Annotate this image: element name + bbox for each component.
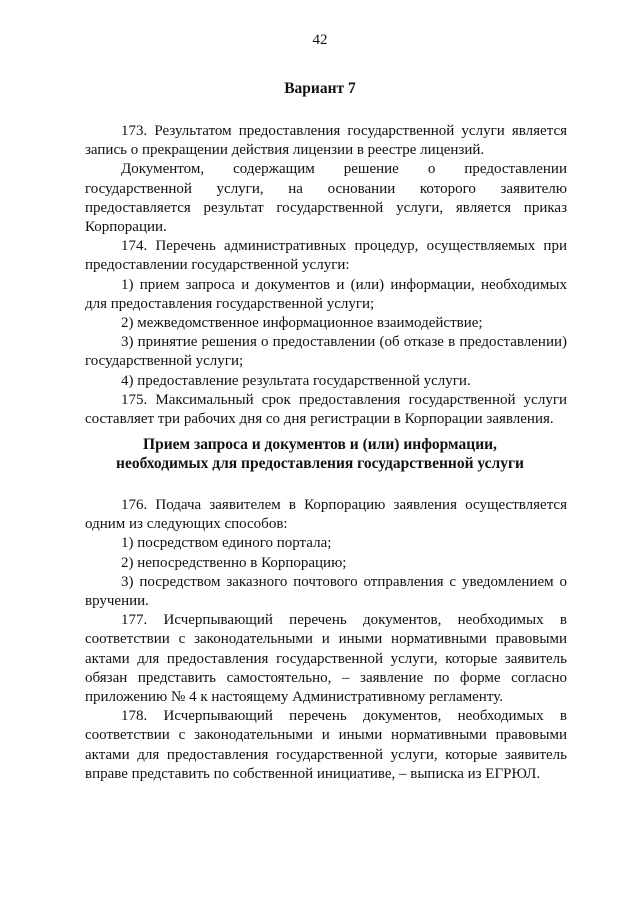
paragraph-174: 174. Перечень административных процедур, осуществляемых при предоставлении государственной услуги: — [85, 238, 567, 274]
section-heading-line: Прием запроса и документов и (или) информации, — [143, 436, 497, 453]
list-item: 3) посредством заказного почтового отправления с уведомлением о вручении. — [85, 573, 567, 610]
paragraph-173: 173. Результатом предоставления государственной услуги является запись о прекращении действия лицензии в реестре лицензий. — [85, 123, 567, 159]
section-heading-line: необходимых для предоставления государственной услуги — [116, 455, 524, 472]
paragraph-178: 178. Исчерпывающий перечень документов, необходимых в соответствии с законодательными и иными нормативными правовыми актами для предоставления государственной услуги, которые заявитель вправе представить по собственной инициативе, – выписка из ЕГРЮЛ. — [85, 708, 567, 782]
paragraph-177: 177. Исчерпывающий перечень документов, необходимых в соответствии с законодательными и иными нормативными правовыми актами для предоставления государственной услуги, которые заявитель обязан представить самостоятельно, – заявление по форме согласно приложению № 4 к настоящему Административному регламенту. — [85, 612, 567, 706]
section-body — [85, 496, 567, 784]
paragraph-176: 176. Подача заявителем в Корпорацию заявления осуществляется одним из следующих способов: — [85, 497, 567, 533]
paragraph-175: 175. Максимальный срок предоставления государственной услуги составляет три рабочих дня со дня регистрации в Корпорации заявления. — [85, 391, 567, 428]
list-item: 1) прием запроса и документов и (или) информации, необходимых для предоставления государственной услуги; — [85, 276, 567, 312]
variant-heading: Вариант 7 — [284, 80, 356, 97]
list-item: 2) межведомственное информационное взаимодействие; — [121, 315, 483, 332]
list-item: 1) посредством единого портала; — [121, 535, 332, 552]
paragraph-document-result: Документом, содержащим решение о предоставлении государственной услуги, на основании которого заявителю предоставляется результат государственной услуги, является приказ Корпорации. — [85, 161, 567, 236]
page-number: 42 — [312, 32, 328, 48]
section-heading — [0, 435, 640, 473]
list-item: 2) непосредственно в Корпорацию; — [121, 554, 347, 571]
variant-body — [85, 122, 567, 429]
list-item: 3) принятие решения о предоставлении (об отказе в предоставлении) государственной услуги; — [85, 334, 567, 370]
list-item: 4) предоставление результата государственной услуги. — [121, 372, 471, 389]
